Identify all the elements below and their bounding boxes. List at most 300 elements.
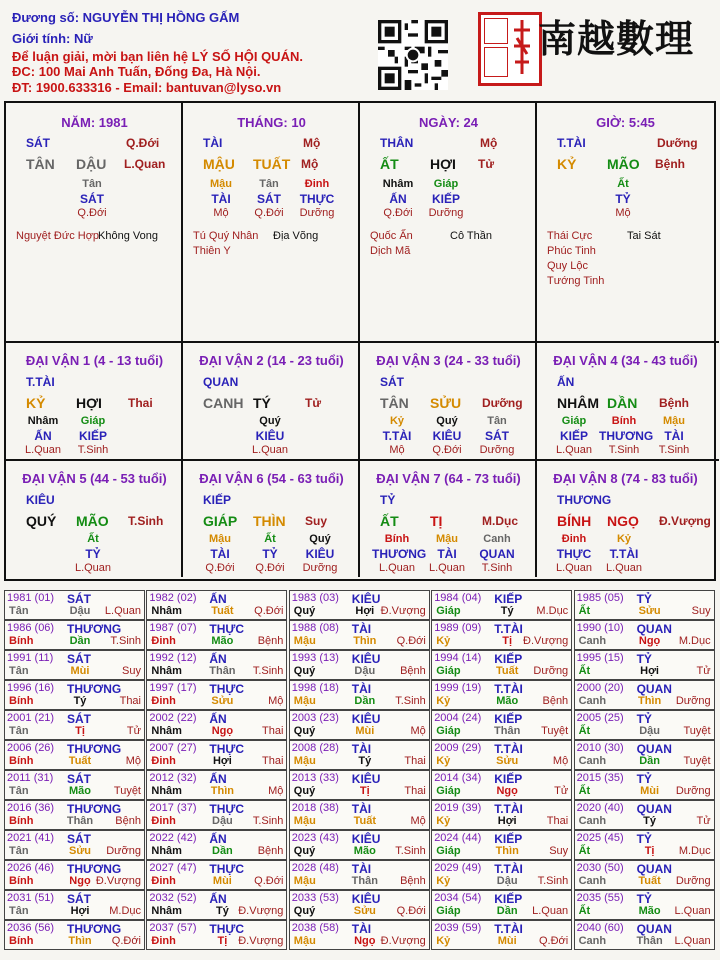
year-cell[interactable] [4, 650, 145, 680]
year-can: Nhâm [151, 665, 182, 677]
year-chi: Hợi [640, 665, 659, 677]
year-cell[interactable] [289, 890, 430, 920]
year-can: Nhâm [151, 905, 182, 917]
year-ls: Q.Đới [254, 875, 284, 887]
year-ls: Mộ [268, 785, 284, 797]
year-ls: Tử [554, 785, 569, 797]
pillar-star: THÂN [380, 136, 414, 150]
year-star: TÀI [351, 922, 372, 936]
hidden-ls: T.Sinh [608, 444, 640, 456]
hidden-ls: L.Quan [378, 562, 416, 574]
pillar-title: THÁNG: 10 [237, 115, 306, 130]
hidden-star: KIÊU [432, 429, 462, 443]
dai-van-title: ĐẠI VẬN 3 (24 - 33 tuổi) [376, 353, 521, 368]
year-cell[interactable] [146, 920, 287, 950]
year-label: 2003 (23) [291, 712, 339, 724]
pillar-chi-ls: Mộ [301, 157, 319, 171]
year-cell[interactable] [289, 830, 430, 860]
hidden-ls: L.Quan [251, 444, 289, 456]
year-cell[interactable] [146, 800, 287, 830]
year-star: TỶ [636, 712, 652, 726]
year-chi: Thìn [353, 635, 377, 647]
year-cell[interactable] [289, 770, 430, 800]
year-chi: Sửu [353, 905, 376, 917]
year-cell[interactable] [289, 680, 430, 710]
dai-van-ls: Tử [305, 396, 322, 410]
year-can: Canh [578, 695, 607, 707]
year-can: Canh [578, 815, 607, 827]
year-label: 2012 (32) [149, 772, 197, 784]
year-star: KIÊU [351, 652, 381, 666]
year-star: THƯƠNG [67, 682, 122, 696]
year-can: Nhâm [151, 605, 182, 617]
god-right: Tai Sát [627, 230, 661, 242]
year-cell[interactable] [146, 830, 287, 860]
year-chi: Tý [643, 815, 657, 827]
year-chi: Hợi [355, 605, 375, 617]
year-star: TÀI [351, 622, 372, 636]
year-can: Kỷ [436, 635, 451, 647]
hidden-ls: L.Quan [24, 444, 62, 456]
pillar-chi-ls: Tử [478, 157, 495, 171]
year-label: 1994 (14) [434, 652, 482, 664]
year-cell[interactable] [289, 740, 430, 770]
hidden-ls: Q.Đới [255, 562, 285, 574]
year-label: 2034 (54) [434, 892, 482, 904]
year-cell[interactable] [4, 830, 145, 860]
dai-van-star: ẤN [557, 375, 575, 389]
gender: Giới tính: Nữ [12, 31, 93, 46]
year-star: KIẾP [494, 772, 523, 786]
year-chi: Hợi [70, 905, 90, 917]
hidden-star: THƯƠNG [372, 547, 427, 561]
hidden-can: Quý [436, 415, 458, 427]
year-can: Kỷ [436, 935, 451, 947]
year-star: SÁT [67, 892, 91, 906]
year-can: Mậu [293, 875, 316, 887]
year-cell[interactable] [146, 710, 287, 740]
year-cell[interactable] [574, 860, 715, 890]
year-chi: Thân [494, 725, 521, 737]
year-can: Bính [9, 695, 34, 707]
year-can: Ất [578, 605, 591, 617]
year-label: 2014 (34) [434, 772, 482, 784]
year-ls: T.Sinh [110, 635, 141, 647]
dai-van-chi: TỊ [430, 513, 443, 529]
dai-van-5 [6, 461, 183, 577]
yearly-grid [4, 590, 716, 954]
year-cell[interactable] [289, 650, 430, 680]
year-cell[interactable] [574, 650, 715, 680]
dai-van-star: QUAN [203, 375, 239, 389]
god-left: Thiên Y [193, 245, 231, 257]
year-ls: T.Sinh [395, 695, 426, 707]
year-star: T.TÀI [494, 622, 523, 636]
year-label: 2019 (39) [434, 802, 482, 814]
year-cell[interactable] [4, 590, 145, 620]
dai-van-can: ẤT [380, 513, 399, 529]
year-star: TỶ [636, 772, 652, 786]
year-cell[interactable] [4, 800, 145, 830]
hidden-ls: Q.Đới [205, 562, 235, 574]
hidden-ls: T.Sinh [77, 444, 109, 456]
year-chi: Ngọ [69, 875, 91, 887]
year-can: Mậu [293, 635, 316, 647]
year-star: SÁT [67, 652, 91, 666]
year-chi: Tị [75, 725, 85, 737]
year-chi: Ngọ [211, 725, 234, 737]
year-can: Kỷ [436, 815, 451, 827]
year-star: KIẾP [494, 712, 523, 726]
year-label: 2024 (44) [434, 832, 482, 844]
year-cell[interactable] [431, 920, 572, 950]
year-chi: Mùi [497, 935, 517, 947]
hidden-ls: Q.Đới [77, 207, 107, 219]
year-cell[interactable] [146, 860, 287, 890]
year-chi: Mùi [212, 875, 232, 887]
year-label: 2000 (20) [576, 682, 624, 694]
year-ls: Tử [696, 665, 711, 677]
year-chi: Tuất [211, 605, 234, 617]
year-chi: Thân [66, 815, 94, 827]
year-cell[interactable] [431, 800, 572, 830]
year-chi: Mão [353, 845, 376, 857]
year-cell[interactable] [431, 770, 572, 800]
pillar-can: ẤT [380, 156, 399, 172]
year-cell[interactable] [4, 680, 145, 710]
year-can: Kỷ [436, 875, 451, 887]
hidden-star: TỶ [85, 547, 101, 561]
year-cell[interactable] [4, 620, 145, 650]
year-cell[interactable] [289, 860, 430, 890]
year-label: 2011 (31) [7, 772, 54, 784]
dai-van-title: ĐẠI VẬN 4 (34 - 43 tuổi) [553, 353, 698, 368]
year-can: Bính [9, 935, 34, 947]
year-chi: Dần [212, 845, 233, 857]
year-chi: Dậu [639, 725, 660, 737]
year-chi: Dần [496, 905, 518, 917]
brand-title: 南越數理 [538, 16, 695, 61]
year-star: ẤN [209, 652, 227, 666]
year-label: 2033 (53) [291, 892, 339, 904]
year-ls: Mộ [552, 755, 569, 767]
year-ls: L.Quan [104, 605, 141, 617]
year-can: Nhâm [151, 785, 182, 797]
year-cell[interactable] [574, 800, 715, 830]
year-label: 1984 (04) [434, 592, 482, 604]
year-label: 2026 (46) [7, 862, 55, 874]
year-can: Kỷ [436, 695, 451, 707]
year-cell[interactable] [4, 710, 145, 740]
dai-van-can: TÂN [380, 395, 409, 411]
hidden-star: SÁT [485, 429, 509, 443]
year-cell[interactable] [146, 650, 287, 680]
year-star: SÁT [67, 592, 91, 606]
year-cell[interactable] [431, 680, 572, 710]
year-cell[interactable] [431, 590, 572, 620]
year-cell[interactable] [574, 590, 715, 620]
year-can: Nhâm [151, 725, 182, 737]
year-cell[interactable] [431, 620, 572, 650]
year-chi: Dậu [496, 875, 518, 887]
year-can: Đinh [151, 755, 176, 767]
year-can: Tân [9, 665, 29, 677]
year-cell[interactable] [431, 740, 572, 770]
year-ls: Q.Đới [396, 635, 426, 647]
year-label: 2023 (43) [291, 832, 339, 844]
year-star: QUAN [636, 922, 672, 936]
year-label: 2013 (33) [291, 772, 339, 784]
year-can: Kỷ [436, 755, 451, 767]
year-cell[interactable] [289, 620, 430, 650]
year-ls: Dưỡng [675, 695, 711, 707]
year-cell[interactable] [574, 770, 715, 800]
year-cell[interactable] [4, 860, 145, 890]
year-cell[interactable] [574, 620, 715, 650]
year-can: Giáp [436, 905, 461, 917]
year-label: 2039 (59) [434, 922, 482, 934]
hidden-star: TỶ [262, 547, 278, 561]
year-can: Bính [9, 875, 34, 887]
pillar-star-ls: Mộ [480, 136, 498, 150]
year-star: THỰC [209, 742, 245, 756]
god-left: Nguyệt Đức Hợp [16, 230, 100, 242]
year-cell[interactable] [431, 650, 572, 680]
year-ls: Mộ [410, 725, 426, 737]
year-label: 1995 (15) [576, 652, 624, 664]
year-ls: Đ.Vượng [238, 905, 284, 917]
year-cell[interactable] [574, 920, 715, 950]
year-can: Tân [9, 725, 29, 737]
year-label: 1988 (08) [291, 622, 339, 634]
year-label: 1992 (12) [149, 652, 197, 664]
header [0, 0, 720, 100]
year-label: 2017 (37) [149, 802, 197, 814]
dai-van-chi: SỬU [430, 395, 462, 411]
hidden-can: Nhâm [27, 415, 59, 427]
year-cell[interactable] [4, 740, 145, 770]
year-label: 1996 (16) [7, 682, 55, 694]
year-cell[interactable] [4, 890, 145, 920]
year-chi: Thìn [210, 785, 234, 797]
dai-van-title: ĐẠI VẬN 1 (4 - 13 tuổi) [25, 353, 164, 368]
year-ls: T.Sinh [252, 815, 284, 827]
hidden-ls: Mộ [389, 444, 405, 456]
year-chi: Ngọ [638, 635, 661, 647]
dai-van-star: SÁT [380, 375, 404, 389]
year-ls: Đ.Vượng [95, 875, 141, 887]
god-right: Địa Võng [273, 230, 319, 242]
hidden-star: T.TÀI [609, 547, 639, 561]
year-label: 2008 (28) [291, 742, 339, 754]
year-star: ẤN [209, 892, 227, 906]
year-ls: Tuyệt [683, 725, 711, 737]
hidden-star: SÁT [80, 192, 104, 206]
year-cell[interactable] [574, 740, 715, 770]
year-ls: Đ.Vượng [380, 605, 426, 617]
phone-email-line[interactable]: ĐT: 1900.633316 - Email: bantuvan@lyso.vn [12, 80, 282, 95]
year-chi: Dần [354, 695, 376, 707]
year-chi: Ngọ [354, 935, 376, 947]
year-cell[interactable] [289, 800, 430, 830]
year-label: 2006 (26) [7, 742, 55, 754]
year-cell[interactable] [146, 590, 287, 620]
dai-van-2 [183, 343, 360, 461]
pillar-2 [360, 103, 537, 343]
year-star: ẤN [209, 712, 227, 726]
year-star: TỶ [636, 832, 652, 846]
hidden-can: Tân [82, 178, 102, 190]
year-star: T.TÀI [494, 862, 523, 876]
year-can: Mậu [293, 755, 316, 767]
year-cell[interactable] [289, 710, 430, 740]
pillar-can: TÂN [26, 156, 55, 172]
pillar-chi: TUẤT [253, 156, 291, 172]
year-ls: L.Quan [674, 905, 711, 917]
year-label: 2032 (52) [149, 892, 197, 904]
hidden-star: KIẾP [78, 429, 107, 443]
hidden-ls: L.Quan [74, 562, 112, 574]
year-chi: Mão [638, 905, 661, 917]
dai-van-chi: DẦN [607, 395, 638, 411]
year-chi: Tý [215, 905, 229, 917]
year-can: Bính [9, 635, 34, 647]
year-can: Đinh [151, 695, 176, 707]
year-star: QUAN [636, 802, 672, 816]
year-cell[interactable] [146, 680, 287, 710]
year-cell[interactable] [574, 830, 715, 860]
year-cell[interactable] [289, 590, 430, 620]
year-chi: Sửu [638, 605, 661, 617]
year-ls: Đ.Vượng [238, 935, 284, 947]
year-ls: T.Sinh [537, 875, 569, 887]
year-star: THƯƠNG [67, 742, 122, 756]
pillar-title: GIỜ: 5:45 [596, 115, 655, 130]
year-cell[interactable] [289, 920, 430, 950]
hidden-can: Mậu [436, 533, 458, 545]
dai-van-chi: MÃO [76, 513, 109, 529]
year-star: T.TÀI [494, 922, 523, 936]
dai-van-3 [360, 343, 537, 461]
hidden-can: Canh [483, 533, 511, 545]
year-star: THỰC [209, 922, 245, 936]
year-can: Ất [578, 725, 591, 737]
qr-code-icon[interactable] [378, 20, 448, 90]
year-ls: L.Quan [674, 935, 711, 947]
year-can: Quý [293, 905, 316, 917]
year-chi: Tị [217, 935, 228, 947]
year-label: 2018 (38) [291, 802, 339, 814]
year-can: Tân [9, 845, 29, 857]
hidden-can: Giáp [561, 415, 587, 427]
year-star: KIẾP [494, 832, 523, 846]
year-star: KIÊU [351, 592, 381, 606]
dai-van-7 [360, 461, 537, 577]
year-label: 1982 (02) [149, 592, 197, 604]
year-star: T.TÀI [494, 682, 523, 696]
year-can: Ất [578, 845, 591, 857]
year-label: 1993 (13) [291, 652, 339, 664]
pillar-star-ls: Dưỡng [657, 136, 698, 150]
year-ls: Thai [404, 755, 426, 767]
dai-van-6 [183, 461, 360, 577]
year-cell[interactable] [146, 770, 287, 800]
year-label: 1986 (06) [7, 622, 55, 634]
year-cell[interactable] [574, 890, 715, 920]
year-star: TÀI [351, 742, 372, 756]
hidden-can: Quý [259, 415, 281, 427]
year-cell[interactable] [431, 860, 572, 890]
god-left: Tú Quý Nhân [193, 230, 259, 242]
year-ls: Dưỡng [533, 665, 569, 677]
year-cell[interactable] [4, 920, 145, 950]
hidden-star: KIẾP [559, 429, 588, 443]
year-chi: Tuất [495, 665, 519, 677]
year-ls: Q.Đới [538, 935, 569, 947]
hidden-star: THỰC [556, 547, 592, 561]
year-chi: Dậu [354, 665, 376, 677]
year-can: Tân [9, 905, 29, 917]
year-cell[interactable] [431, 890, 572, 920]
hidden-can: Mậu [209, 533, 231, 545]
year-chi: Thìn [495, 845, 519, 857]
hidden-can: Quý [309, 533, 331, 545]
year-label: 2027 (47) [149, 862, 197, 874]
year-cell[interactable] [146, 620, 287, 650]
year-chi: Dậu [69, 605, 91, 617]
hidden-ls: Q.Đới [254, 207, 284, 219]
year-can: Canh [578, 875, 607, 887]
year-star: T.TÀI [494, 742, 523, 756]
year-chi: Thìn [637, 695, 662, 707]
hidden-ls: Q.Đới [383, 207, 413, 219]
hidden-can: Đinh [304, 178, 330, 190]
year-ls: Mộ [268, 695, 284, 707]
dai-van-star: KIÊU [26, 493, 55, 507]
year-cell[interactable] [4, 770, 145, 800]
year-cell[interactable] [431, 830, 572, 860]
year-star: ẤN [209, 592, 227, 606]
year-cell[interactable] [146, 740, 287, 770]
year-star: KIẾP [494, 592, 523, 606]
dai-van-ls: Dưỡng [482, 396, 523, 410]
year-ls: Tuyệt [541, 725, 569, 737]
year-chi: Dần [639, 755, 660, 767]
year-cell[interactable] [431, 710, 572, 740]
year-cell[interactable] [574, 710, 715, 740]
dai-van-chi: THÌN [253, 513, 286, 529]
year-star: QUAN [636, 742, 672, 756]
year-cell[interactable] [574, 680, 715, 710]
pillar-0 [6, 103, 183, 343]
hidden-star: TÀI [437, 547, 457, 561]
god-left: Dịch Mã [370, 245, 411, 257]
year-chi: Sửu [68, 845, 92, 857]
year-label: 1998 (18) [291, 682, 339, 694]
god-right: Cô Thần [450, 230, 492, 242]
year-chi: Dần [69, 635, 91, 647]
hidden-can: Ất [87, 533, 99, 545]
year-chi: Tị [359, 785, 370, 797]
year-star: QUAN [636, 862, 672, 876]
year-star: TỶ [636, 892, 652, 906]
hidden-star: TỶ [615, 192, 631, 206]
year-ls: Bệnh [115, 815, 141, 827]
year-cell[interactable] [146, 890, 287, 920]
dai-van-ls: Suy [305, 514, 328, 528]
year-can: Giáp [436, 665, 461, 677]
pillar-chi-ls: L.Quan [124, 157, 166, 171]
